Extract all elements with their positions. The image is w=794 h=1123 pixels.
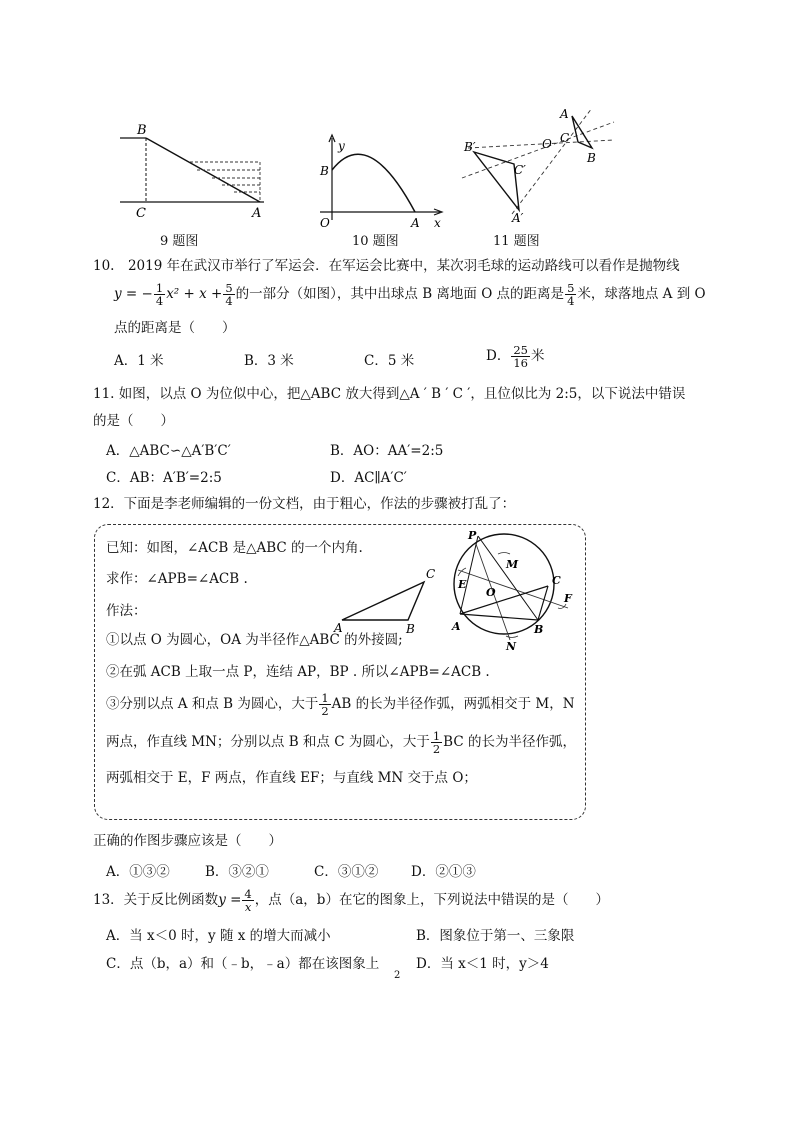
tri-label-c: C [426,567,436,581]
circ-label-o: O [486,586,496,599]
fig10-label-x: x [434,216,441,228]
fig11-label-bp: B′ [464,140,476,154]
q10-line2-rest: 的一部分（如图），其中出球点 B 离地面 O 点的距离是 [235,286,565,302]
circ-label-e: E [458,578,467,591]
circ-label-a: A [452,620,461,633]
q10-line2 [114,282,706,307]
page-number: 2 [394,970,401,981]
fig10-label-a: A [411,216,420,228]
q12-step3b: 两点，作直线 MN；分别以点 B 和点 C 为圆心，大于 $\frac{1}{2}$ BC 的长为半径作弧， [106,729,576,756]
q12-step3a: ③分别以点 A 和点 B 为圆心，大于 $\frac{1}{2}$ AB 的长为半径作弧，两弧相交于 M，N [106,691,575,718]
q10-eq-mid: x² + x + [166,286,223,302]
fig10-label-o: O [320,216,330,228]
circ-label-c: C [552,574,561,587]
q12-intro: 12．下面是李老师编辑的一份文档，由于粗心，作法的步骤被打乱了： [93,496,516,512]
q11-option-b: B．AO：AA′=2:5 [330,443,444,459]
fig11-caption: 11 题图 [493,234,540,249]
q12-step1: ①以点 O 为圆心，OA 为半径作△ABC 的外接圆; [106,632,403,648]
circ-label-n: N [506,640,517,653]
circ-label-f: F [564,592,572,605]
q10-eq-y: y [114,286,122,302]
q12-circle-figure [448,526,578,654]
figure-11 [454,104,624,226]
tri-label-a: A [334,621,343,635]
fig9-label-b: B [137,123,147,138]
tri-label-b: B [406,622,415,636]
fig9-label-a: A [252,206,262,221]
q12-known: 已知：如图，∠ACB 是△ABC 的一个内角. [106,540,363,556]
q10-line1: 10. 2019 年在武汉市举行了军运会．在军运会比赛中，某次羽毛球的运动路线可以看作是抛物线 [93,258,680,274]
q10-frac-dist: $\frac{5}{4}$ [567,281,575,308]
fig10-label-y: y [338,139,345,153]
q12-step2: ②在弧 ACB 上取一点 P，连结 AP，BP . 所以∠APB=∠ACB . [106,664,490,680]
circ-label-p: P [468,529,477,542]
circ-label-b: B [534,623,544,636]
q10-option-a: A．1 米 [114,353,164,369]
q11-option-a: A．△ABC∽△A′B′C′ [106,443,231,459]
q10-frac1: $\frac{1}{4}$ [155,281,164,308]
q12-option-d: D．②①③ [411,864,476,880]
fig11-label-ap: A′ [512,211,524,225]
q12-option-b: B．③②① [205,864,269,880]
q13-option-d: D．当 x＜1 时，y＞4 [416,956,549,972]
q12-step3c: 两弧相交于 E，F 两点，作直线 EF；与直线 MN 交于点 O； [106,770,477,786]
q10-eq-eq: = − [121,286,153,302]
circ-label-m: M [506,558,519,571]
q10-option-b: B．3 米 [244,353,294,369]
q12-option-c: C．③①② [314,864,379,880]
q10-frac2: $\frac{5}{4}$ [225,281,233,308]
q13-option-c: C．点（b，a）和（﹣b，﹣a）都在该图象上 [106,956,380,972]
fig11-label-a: A [560,107,569,121]
figure-10 [310,132,450,228]
q12-question: 正确的作图步骤应该是（ ） [93,833,282,849]
fig11-label-c: C [560,131,570,145]
fig11-label-b: B [587,151,596,165]
q13-option-a: A．当 x＜0 时，y 随 x 的增大而减小 [106,928,331,944]
q12-option-a: A．①③② [106,864,170,880]
q10-line2-tail: 米，球落地点 A 到 O [577,286,706,302]
q12-task: 求作：∠APB=∠ACB . [106,571,248,587]
q12-triangle-figure [330,566,442,638]
figure-9 [112,118,272,230]
fig11-label-cp: C′ [514,163,526,177]
q11-line1: 11. 如图，以点 O 为位似中心，把△ABC 放大得到△A ′ B ′ C ′，且位似比为 2:5，以下说法中错误 [93,386,686,402]
fig11-label-o: O [542,137,552,151]
q12-method: 作法： [106,603,147,619]
q11-option-c: C．AB：A′B′=2:5 [106,470,222,486]
q10-line3: 点的距离是（ ） [114,320,236,336]
q10-option-d: D． $\frac{25}{16}$ 米 [486,343,545,370]
q13-option-b: B．图象位于第一、三象限 [416,928,575,944]
q10-option-c: C．5 米 [364,353,415,369]
fig9-caption: 9 题图 [160,234,199,249]
fig10-label-b: B [320,164,329,178]
fig9-label-c: C [136,206,146,221]
fig10-caption: 10 题图 [352,234,399,249]
q13-stem: 13．关于反比例函数y = $\frac{4}{x}$ ，点（a，b）在它的图象上，下列说法中错误的是（ ） [93,887,609,914]
q11-option-d: D．AC∥A′C′ [330,470,407,486]
q11-line2: 的是（ ） [93,413,174,429]
